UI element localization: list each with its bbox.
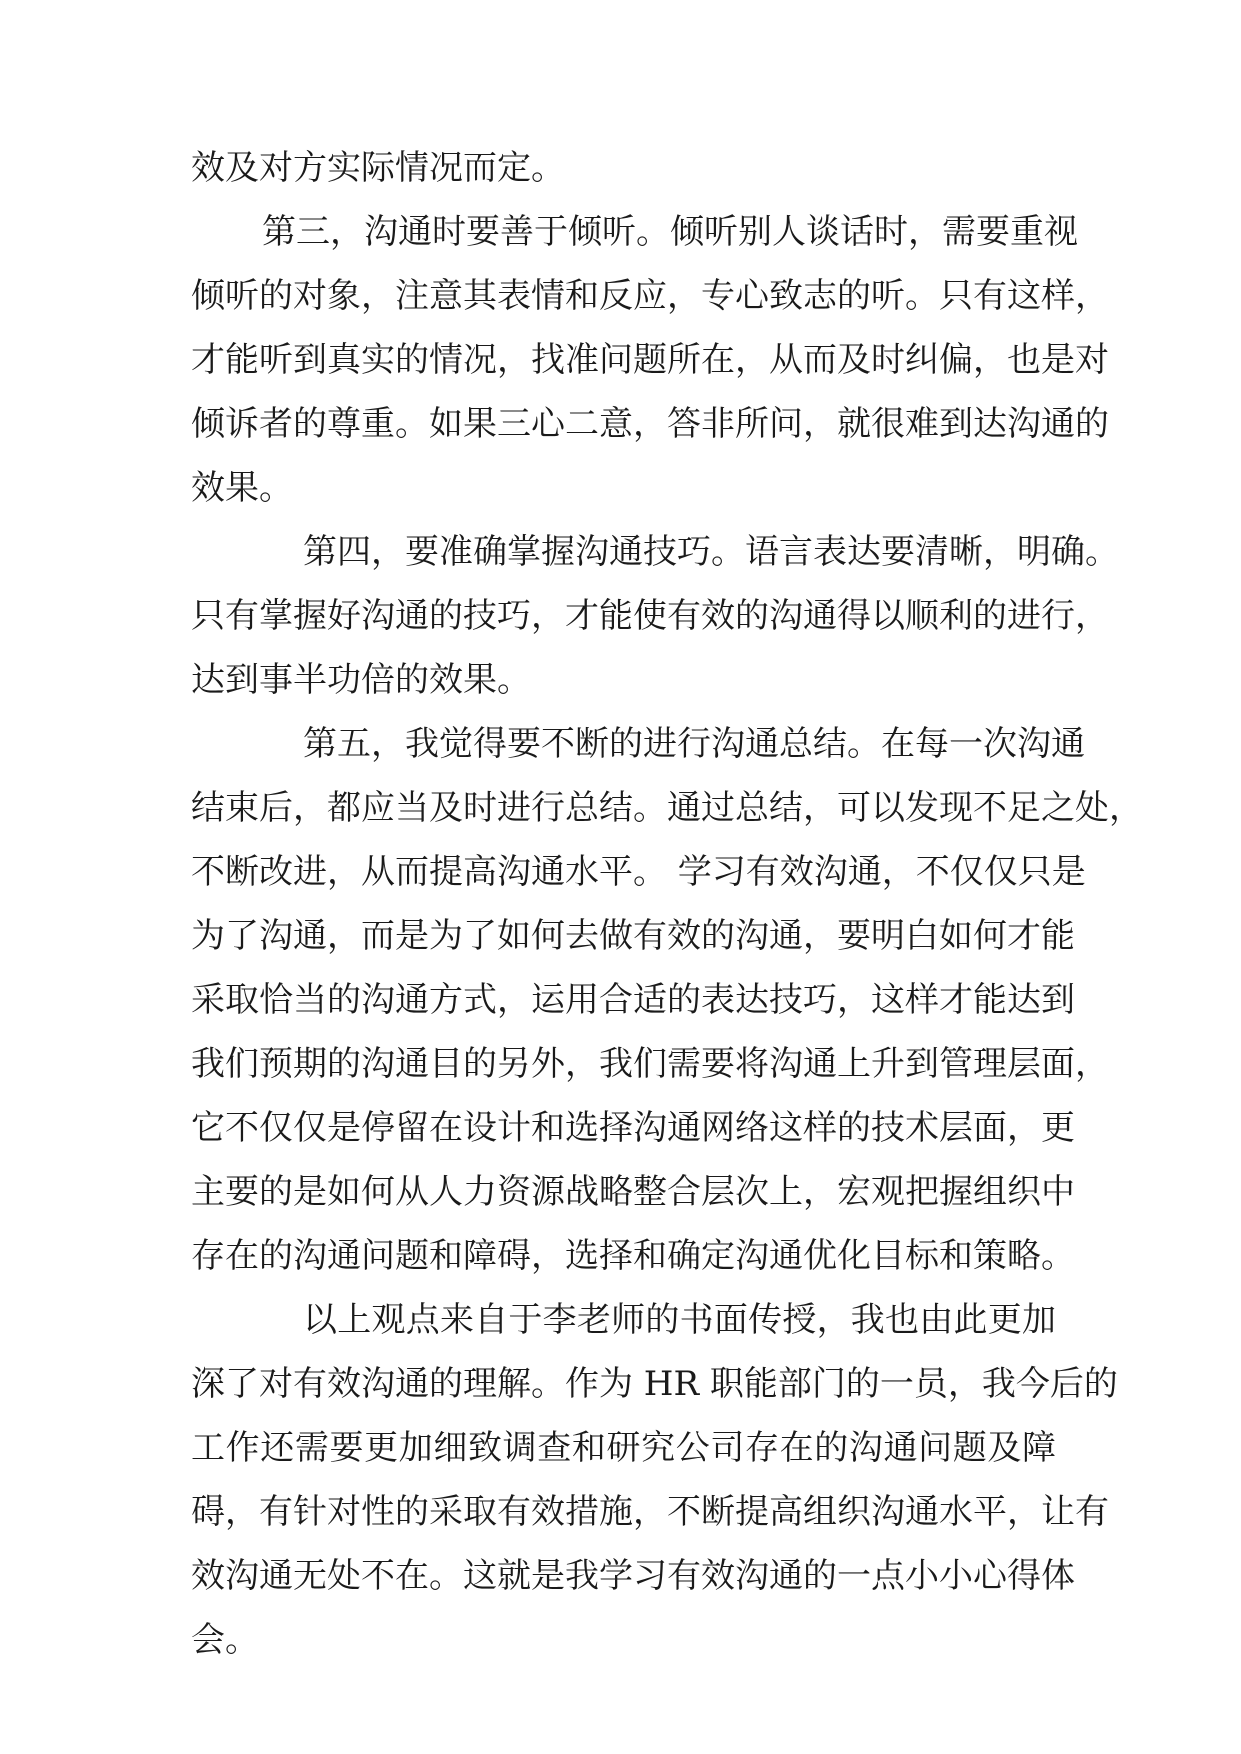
text-line: 主要的是如何从人力资源战略整合层次上，宏观把握组织中 (191, 1172, 1075, 1212)
text-line: 我们预期的沟通目的另外，我们需要将沟通上升到管理层面， (191, 1044, 1109, 1084)
text-line: 第三，沟通时要善于倾听。倾听别人谈话时，需要重视 (262, 212, 1078, 252)
text-line: 以上观点来自于李老师的书面传授，我也由此更加 (303, 1300, 1056, 1340)
text-line: 工作还需要更加细致调查和研究公司存在的沟通问题及障 (191, 1428, 1056, 1468)
text-line: 不断改进，从而提高沟通水平。 学习有效沟通，不仅仅只是 (191, 852, 1086, 892)
text-line: 会。 (191, 1620, 259, 1660)
text-line: 第四，要准确掌握沟通技巧。语言表达要清晰，明确。 (303, 532, 1119, 572)
text-line: 效及对方实际情况而定。 (191, 148, 565, 188)
text-line: 倾诉者的尊重。如果三心二意，答非所问，就很难到达沟通的 (191, 404, 1109, 444)
text-line: 倾听的对象，注意其表情和反应，专心致志的听。只有这样， (191, 276, 1109, 316)
text-line: 效果。 (191, 468, 293, 508)
text-line: 深了对有效沟通的理解。作为 HR 职能部门的一员，我今后的 (191, 1364, 1118, 1404)
text-line: 为了沟通，而是为了如何去做有效的沟通，要明白如何才能 (191, 916, 1075, 956)
text-line: 只有掌握好沟通的技巧，才能使有效的沟通得以顺利的进行， (191, 596, 1109, 636)
text-line: 存在的沟通问题和障碍，选择和确定沟通优化目标和策略。 (191, 1236, 1075, 1276)
text-line: 采取恰当的沟通方式，运用合适的表达技巧，这样才能达到 (191, 980, 1075, 1020)
text-line: 它不仅仅是停留在设计和选择沟通网络这样的技术层面，更 (191, 1108, 1075, 1148)
text-line: 结束后，都应当及时进行总结。通过总结，可以发现不足之处， (191, 788, 1143, 828)
text-line: 第五，我觉得要不断的进行沟通总结。在每一次沟通 (303, 724, 1085, 764)
text-line: 效沟通无处不在。这就是我学习有效沟通的一点小小心得体 (191, 1556, 1075, 1596)
text-line: 达到事半功倍的效果。 (191, 660, 531, 700)
text-line: 碍，有针对性的采取有效措施，不断提高组织沟通水平，让有 (191, 1492, 1109, 1532)
text-line: 才能听到真实的情况，找准问题所在，从而及时纠偏，也是对 (191, 340, 1109, 380)
